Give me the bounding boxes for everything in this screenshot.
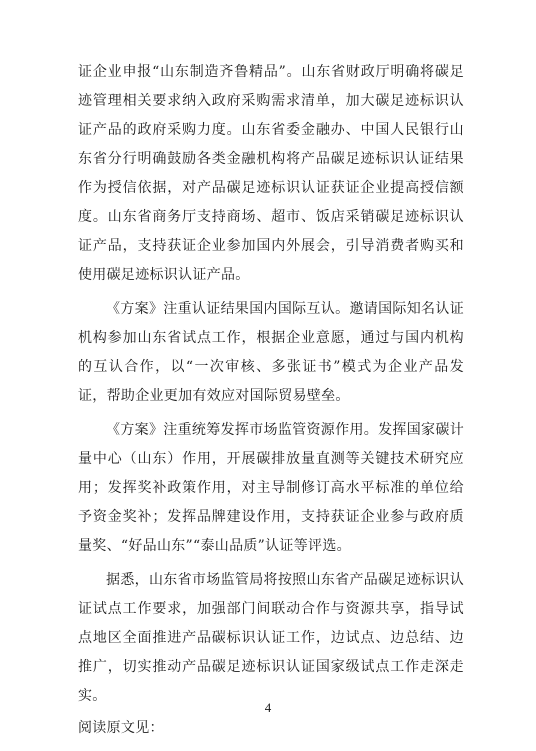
paragraph-5-read-original: 阅读原文见： — [78, 720, 164, 736]
paragraph-2: 《方案》注重认证结果国内国际互认。邀请国际知名认证机构参加山东省试点工作，根据企业意愿，通过与国内机构的互认合作，以“一次审核、多张证书”模式为企业产品发证，帮助企业更加有效应对国际贸易壁垒。 — [78, 301, 464, 404]
page-number: 4 — [264, 700, 272, 715]
paragraph-3: 《方案》注重统筹发挥市场监管资源作用。发挥国家碳计量中心（山东）作用，开展碳排放量直测等关键技术研究应用；发挥奖补政策作用，对主导制修订高水平标准的单位给予资金奖补；发挥品牌建设作用，支持获证企业参与政府质量奖、“好品山东”“泰山品质”认证等评选。 — [78, 422, 464, 554]
body-text — [78, 58, 464, 743]
paragraph-1: 证企业申报“山东制造齐鲁精品”。山东省财政厅明确将碳足迹管理相关要求纳入政府采购需求清单，加大碳足迹标识认证产品的政府采购力度。山东省委金融办、中国人民银行山东省分行明确鼓励各类金融机构将产品碳足迹标识认证结果作为授信依据，对产品碳足迹标识认证获证企业提高授信额度。山东省商务厅支持商场、超市、饭店采销碳足迹标识认证产品，支持获证企业参加国内外展会，引导消费者购买和使用碳足迹标识认证产品。 — [78, 64, 464, 283]
paragraph-4: 据悉，山东省市场监管局将按照山东省产品碳足迹标识认证试点工作要求，加强部门间联动合作与资源共享，指导试点地区全面推进产品碳标识认证工作，边试点、边总结、边推广，切实推动产品碳足迹标识认证国家级试点工作走深走实。 — [78, 572, 464, 704]
